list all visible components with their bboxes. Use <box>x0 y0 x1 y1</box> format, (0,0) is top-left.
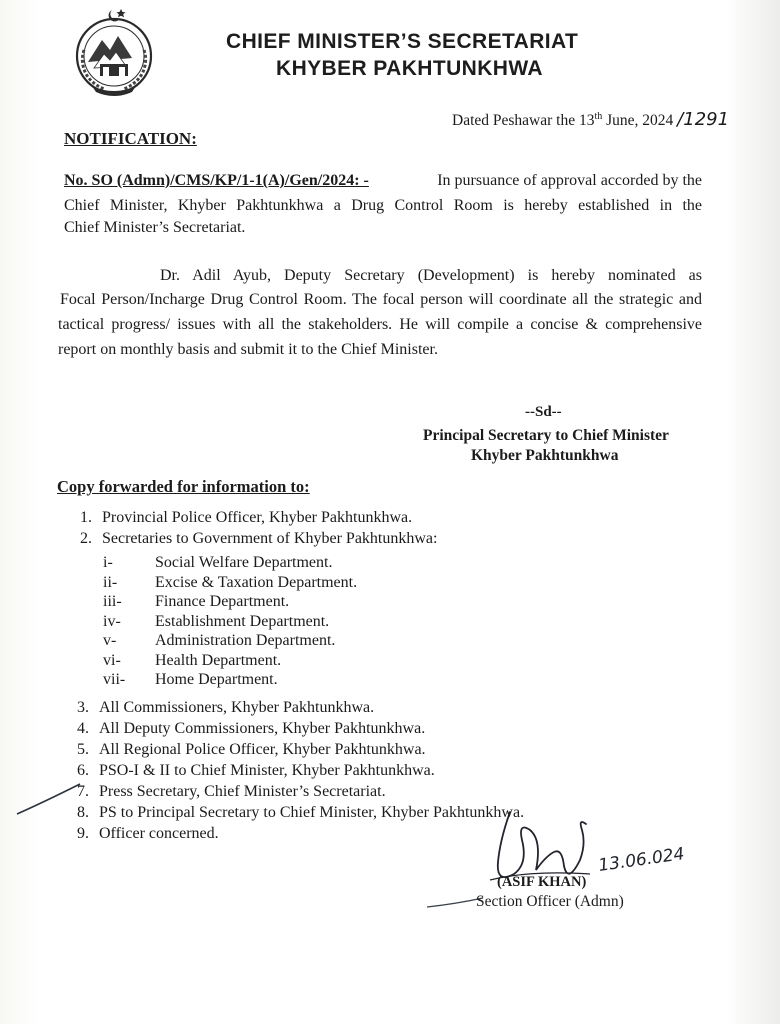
notification-heading: NOTIFICATION: <box>64 129 197 148</box>
pen-tick-mark <box>14 778 84 818</box>
notification-para2-line4: report on monthly basis and submit it to the Chief Minister. <box>58 341 438 358</box>
officer-designation: Section Officer (Admn) <box>476 893 624 910</box>
date-reference-number: /1291 <box>677 109 730 130</box>
copy-list-bottom <box>77 697 717 844</box>
date-suffix: June, 2024 <box>602 112 674 129</box>
date-line <box>452 109 729 130</box>
government-emblem-logo <box>66 6 162 98</box>
date-prefix: Dated Peshawar the 13 <box>452 112 595 129</box>
notification-para2-line1: Dr. Adil Ayub, Deputy Secretary (Development) is hereby nominated as <box>160 267 702 284</box>
notification-para1-line1 <box>64 172 702 190</box>
sd-mark: --Sd-- <box>525 404 562 420</box>
date-sup: th <box>594 110 603 122</box>
copy-item: 8. PS to Principal Secretary to Chief Minister, Khyber Pakhtunkhwa. <box>77 804 525 821</box>
copy-subitem: iv- Establishment Department. <box>103 612 330 630</box>
header-title-line1: CHIEF MINISTER’S SECRETARIAT <box>226 30 579 53</box>
handwritten-date: 13.06.024 <box>597 844 686 876</box>
copy-subitem: vii- Home Department. <box>103 671 278 688</box>
copy-item: 9. Officer concerned. <box>77 825 219 842</box>
copy-subitem: v- Administration Department. <box>103 632 336 649</box>
copy-subitem: iii- Finance Department. <box>103 593 290 610</box>
notification-para1-line2: Chief Minister, Khyber Pakhtunkhwa a Drug Control Room is hereby established in the <box>64 197 702 214</box>
signatory-title: Principal Secretary to Chief Minister <box>423 427 669 444</box>
copy-sublist <box>103 553 523 690</box>
copy-item: 2. Secretaries to Government of Khyber Pakhtunkhwa: <box>80 530 438 547</box>
signatory-province: Khyber Pakhtunkhwa <box>471 447 619 464</box>
copy-item: 4. All Deputy Commissioners, Khyber Pakhtunkhwa. <box>77 720 426 737</box>
notification-para2-line3: tactical progress/ issues with all the stakeholders. He will compile a concise & comprehensive <box>58 316 702 333</box>
copy-item: 1. Provincial Police Officer, Khyber Pakhtunkhwa. <box>80 509 413 526</box>
copy-item: 5. All Regional Police Officer, Khyber Pakhtunkhwa. <box>77 741 426 758</box>
copy-item: 3. All Commissioners, Khyber Pakhtunkhwa. <box>77 699 375 716</box>
copy-list-top <box>80 507 680 549</box>
header-title-line2: KHYBER PAKHTUNKHWA <box>276 57 543 80</box>
copy-subitem: i- Social Welfare Department. <box>103 554 333 571</box>
copy-item: 7. Press Secretary, Chief Minister’s Secretariat. <box>77 783 386 800</box>
copy-subitem: vi- Health Department. <box>103 651 282 669</box>
notification-number: No. SO (Admn)/CMS/KP/1-1(A)/Gen/2024: - <box>64 172 369 189</box>
notification-para2-line2: Focal Person/Incharge Drug Control Room. The focal person will coordinate all the strategic and <box>60 291 702 308</box>
copy-subitem: ii- Excise & Taxation Department. <box>103 573 358 591</box>
para1-line1-text: In pursuance of approval accorded by the <box>437 172 702 189</box>
notification-para1-line3: Chief Minister’s Secretariat. <box>64 219 246 236</box>
officer-name: (ASIF KHAN) <box>497 874 587 890</box>
copy-item: 6. PSO-I & II to Chief Minister, Khyber Pakhtunkhwa. <box>77 762 435 779</box>
copy-forwarded-heading: Copy forwarded for information to: <box>57 477 310 496</box>
